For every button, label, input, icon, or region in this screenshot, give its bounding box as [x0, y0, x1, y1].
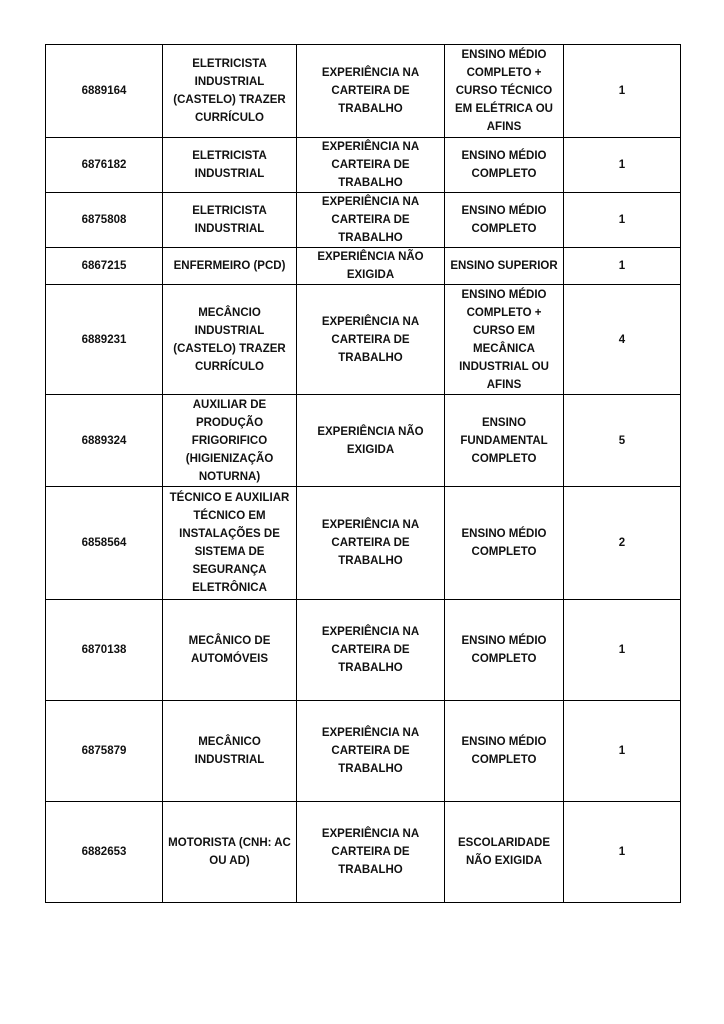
vacancies-cell: 1 — [564, 701, 681, 802]
table-row — [46, 802, 681, 903]
table-row — [46, 487, 681, 600]
education-cell: ENSINO FUNDAMENTAL COMPLETO — [445, 395, 564, 487]
vacancies-cell: 1 — [564, 45, 681, 138]
table-row — [46, 395, 681, 487]
job-title-cell: MECÂNICO INDUSTRIAL — [163, 701, 297, 802]
vacancies-cell: 1 — [564, 802, 681, 903]
experience-cell: EXPERIÊNCIA NA CARTEIRA DE TRABALHO — [297, 701, 445, 802]
education-cell: ENSINO MÉDIO COMPLETO — [445, 193, 564, 248]
job-code-cell: 6889231 — [46, 285, 163, 395]
job-code-cell: 6875879 — [46, 701, 163, 802]
vacancies-cell: 1 — [564, 138, 681, 193]
table-row — [46, 138, 681, 193]
education-cell: ENSINO MÉDIO COMPLETO — [445, 600, 564, 701]
education-cell: ENSINO MÉDIO COMPLETO — [445, 487, 564, 600]
job-vacancies-table — [45, 44, 681, 903]
education-cell: ESCOLARIDADE NÃO EXIGIDA — [445, 802, 564, 903]
job-code-cell: 6889324 — [46, 395, 163, 487]
job-title-cell: MECÂNICO DE AUTOMÓVEIS — [163, 600, 297, 701]
job-title-cell: MECÂNCIO INDUSTRIAL (CASTELO) TRAZER CURRÍCULO — [163, 285, 297, 395]
job-code-cell: 6867215 — [46, 248, 163, 285]
education-cell: ENSINO MÉDIO COMPLETO — [445, 138, 564, 193]
experience-cell: EXPERIÊNCIA NA CARTEIRA DE TRABALHO — [297, 285, 445, 395]
experience-cell: EXPERIÊNCIA NA CARTEIRA DE TRABALHO — [297, 802, 445, 903]
job-code-cell: 6882653 — [46, 802, 163, 903]
experience-cell: EXPERIÊNCIA NÃO EXIGIDA — [297, 395, 445, 487]
job-code-cell: 6858564 — [46, 487, 163, 600]
job-code-cell: 6870138 — [46, 600, 163, 701]
experience-cell: EXPERIÊNCIA NA CARTEIRA DE TRABALHO — [297, 487, 445, 600]
job-code-cell: 6889164 — [46, 45, 163, 138]
job-title-cell: ELETRICISTA INDUSTRIAL — [163, 138, 297, 193]
table-row — [46, 248, 681, 285]
vacancies-cell: 4 — [564, 285, 681, 395]
job-code-cell: 6876182 — [46, 138, 163, 193]
experience-cell: EXPERIÊNCIA NA CARTEIRA DE TRABALHO — [297, 600, 445, 701]
job-title-cell: AUXILIAR DE PRODUÇÃO FRIGORIFICO (HIGIENIZAÇÃO NOTURNA) — [163, 395, 297, 487]
job-title-cell: MOTORISTA (CNH: AC OU AD) — [163, 802, 297, 903]
job-title-cell: ENFERMEIRO (PCD) — [163, 248, 297, 285]
job-title-cell: ELETRICISTA INDUSTRIAL — [163, 193, 297, 248]
vacancies-cell: 1 — [564, 193, 681, 248]
table-row — [46, 193, 681, 248]
vacancies-cell: 1 — [564, 248, 681, 285]
job-title-cell: ELETRICISTA INDUSTRIAL (CASTELO) TRAZER CURRÍCULO — [163, 45, 297, 138]
table-row — [46, 600, 681, 701]
education-cell: ENSINO SUPERIOR — [445, 248, 564, 285]
experience-cell: EXPERIÊNCIA NÃO EXIGIDA — [297, 248, 445, 285]
education-cell: ENSINO MÉDIO COMPLETO + CURSO EM MECÂNICA INDUSTRIAL OU AFINS — [445, 285, 564, 395]
experience-cell: EXPERIÊNCIA NA CARTEIRA DE TRABALHO — [297, 193, 445, 248]
job-code-cell: 6875808 — [46, 193, 163, 248]
experience-cell: EXPERIÊNCIA NA CARTEIRA DE TRABALHO — [297, 45, 445, 138]
table-row — [46, 701, 681, 802]
vacancies-cell: 5 — [564, 395, 681, 487]
experience-cell: EXPERIÊNCIA NA CARTEIRA DE TRABALHO — [297, 138, 445, 193]
vacancies-cell: 2 — [564, 487, 681, 600]
table-row — [46, 45, 681, 138]
job-title-cell: TÉCNICO E AUXILIAR TÉCNICO EM INSTALAÇÕES DE SISTEMA DE SEGURANÇA ELETRÔNICA — [163, 487, 297, 600]
vacancies-cell: 1 — [564, 600, 681, 701]
table-row — [46, 285, 681, 395]
education-cell: ENSINO MÉDIO COMPLETO — [445, 701, 564, 802]
education-cell: ENSINO MÉDIO COMPLETO + CURSO TÉCNICO EM ELÉTRICA OU AFINS — [445, 45, 564, 138]
